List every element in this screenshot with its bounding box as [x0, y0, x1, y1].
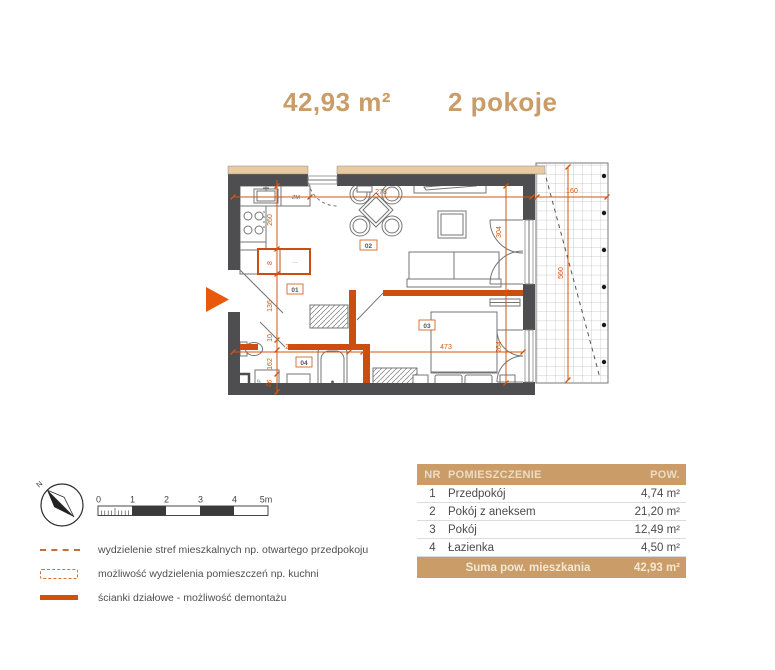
solid-bar-sample — [40, 595, 82, 600]
svg-text:04: 04 — [300, 360, 308, 367]
svg-text:3: 3 — [197, 494, 204, 505]
compass — [34, 479, 83, 526]
entrance-arrow — [206, 287, 229, 312]
svg-text:0: 0 — [95, 494, 102, 505]
svg-text:10: 10 — [267, 334, 274, 342]
footer-label: Suma pow. mieszkania — [465, 561, 591, 574]
wall-shelf — [357, 186, 372, 192]
svg-text:278: 278 — [375, 189, 387, 196]
svg-text:16: 16 — [265, 378, 274, 389]
north-arrow-light — [47, 490, 74, 517]
svg-text:162: 162 — [267, 358, 274, 370]
svg-text:01: 01 — [291, 287, 299, 294]
scale-bar — [96, 495, 272, 516]
kitchen-unit-demountable — [258, 249, 310, 274]
room-count-title: 2 pokoje — [448, 87, 558, 117]
legend-item — [40, 591, 368, 604]
legend-item — [40, 567, 368, 580]
header-nr: NR — [424, 468, 441, 481]
svg-text:10: 10 — [352, 344, 360, 351]
hall-wardrobe — [310, 305, 348, 328]
legend-label: ścianki działowe - możliwość demontażu — [98, 591, 287, 604]
svg-text:295: 295 — [285, 344, 297, 351]
svg-text:02: 02 — [364, 243, 373, 250]
table-header — [417, 464, 686, 485]
sink-label: ZM — [292, 195, 300, 201]
legend-label: możliwość wydzielenia pomieszczeń np. kuchni — [98, 567, 319, 580]
svg-text:560: 560 — [558, 267, 565, 279]
insulation-band — [228, 166, 545, 174]
coffee-table — [438, 211, 466, 238]
svg-text:8: 8 — [267, 261, 274, 265]
footer-value: 42,93 m² — [633, 561, 680, 574]
svg-text:304: 304 — [496, 226, 503, 238]
legend — [40, 543, 368, 615]
apartment-area-title: 42,93 m² — [283, 87, 392, 117]
table-row: 4 Łazienka 4,50 m² — [417, 539, 686, 557]
svg-text:2: 2 — [163, 494, 170, 505]
north-label: N — [34, 478, 45, 490]
svg-text:03: 03 — [423, 323, 431, 330]
svg-text:160: 160 — [566, 188, 578, 195]
table-row: 2 Pokój z aneksem 21,20 m² — [417, 503, 686, 521]
floor-plan — [195, 140, 625, 412]
fridge — [240, 250, 258, 274]
svg-text:264: 264 — [496, 341, 503, 353]
table-footer — [417, 557, 686, 578]
compass-and-scale — [30, 470, 280, 530]
header-name: POMIESZCZENIE — [448, 468, 542, 481]
table-row: 1 Przedpokój 4,74 m² — [417, 485, 686, 503]
header-area: POW. — [650, 468, 680, 481]
svg-text:1: 1 — [129, 494, 136, 505]
dashed-box-sample — [40, 569, 82, 579]
balcony — [536, 163, 608, 383]
legend-label: wydzielenie stref mieszkalnych np. otwartego przedpokoju — [98, 543, 369, 556]
bed — [431, 312, 497, 373]
sofa — [407, 252, 501, 287]
svg-text:4: 4 — [231, 494, 238, 505]
svg-text:5m: 5m — [259, 494, 273, 505]
room-table — [417, 464, 686, 578]
stove — [240, 206, 266, 242]
svg-text:260: 260 — [267, 214, 274, 226]
svg-text:136: 136 — [267, 300, 274, 312]
legend-item — [40, 543, 368, 556]
unit-dots: ··· — [292, 260, 298, 266]
dashed-line-sample — [40, 549, 82, 551]
svg-text:473: 473 — [440, 344, 452, 351]
washer-label: P — [257, 379, 263, 383]
table-row: 3 Pokój 12,49 m² — [417, 521, 686, 539]
